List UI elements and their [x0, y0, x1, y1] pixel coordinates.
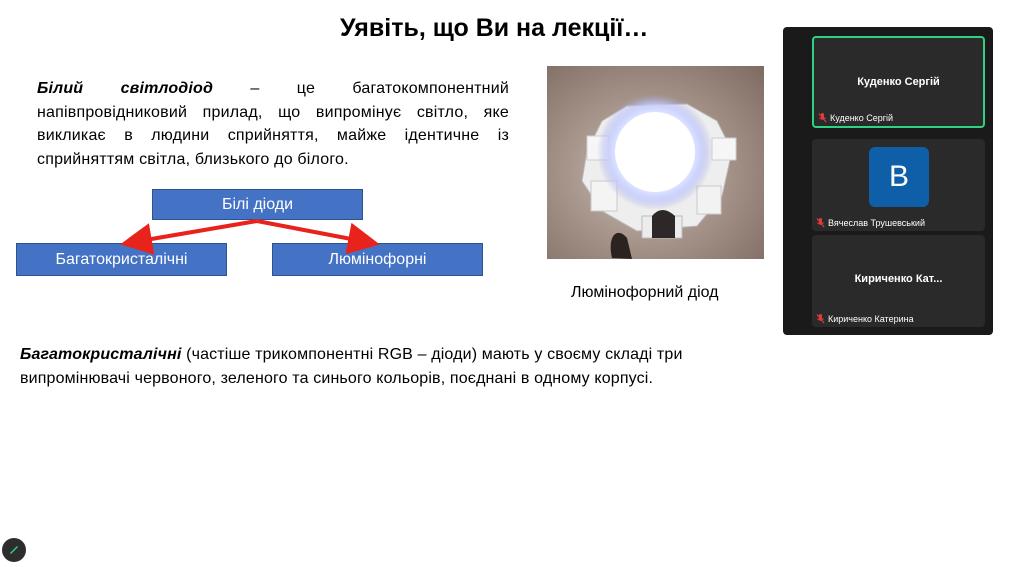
participant-label	[818, 113, 893, 123]
participant-tile[interactable]	[812, 36, 985, 128]
diagram-root-box: Білі діоди	[152, 189, 363, 220]
multicrystal-paragraph	[20, 343, 768, 391]
participant-tile[interactable]	[812, 235, 985, 327]
participant-name: Вячеслав Трушевський	[828, 218, 925, 228]
muted-mic-icon	[816, 314, 825, 324]
participants-panel	[783, 27, 993, 335]
multicrystal-term: Багатокристалічні	[20, 346, 182, 363]
arrow-to-left	[128, 221, 257, 243]
multicrystal-description: (частіше трикомпонентні RGB – діоди) мають у своєму складі три випромінювачі червоного, зеленого та синього кольорів, поєднані в одному корпусі.	[20, 346, 683, 387]
avatar: B	[869, 147, 929, 207]
participant-tile[interactable]	[812, 139, 985, 231]
photo-caption: Люмінофорний діод	[571, 284, 719, 301]
led-photo	[547, 66, 764, 259]
participant-display-name: Кириченко Кат...	[854, 273, 943, 285]
participant-label	[816, 314, 914, 324]
intro-definition: – це багатокомпонентний напівпровідниковий прилад, що випромінує світло, яке викликає в людини сприйняття, майже ідентичне із сприйняттям світла, близького до білого.	[37, 80, 509, 168]
diagram-left-box: Багатокристалічні	[16, 243, 227, 276]
participant-label	[816, 218, 925, 228]
participant-name: Куденко Сергій	[830, 113, 894, 123]
muted-mic-icon	[818, 113, 827, 123]
intro-term: Білий світлодіод	[37, 80, 214, 97]
arrow-to-right	[257, 221, 372, 243]
participant-name: Кириченко Катерина	[828, 314, 914, 324]
muted-mic-icon	[816, 218, 825, 228]
participant-display-name: Куденко Сергій	[857, 76, 940, 88]
diagram-right-box: Люмінофорні	[272, 243, 483, 276]
slide-title: Уявіть, що Ви на лекції…	[340, 14, 649, 42]
pen-icon[interactable]	[2, 538, 26, 562]
